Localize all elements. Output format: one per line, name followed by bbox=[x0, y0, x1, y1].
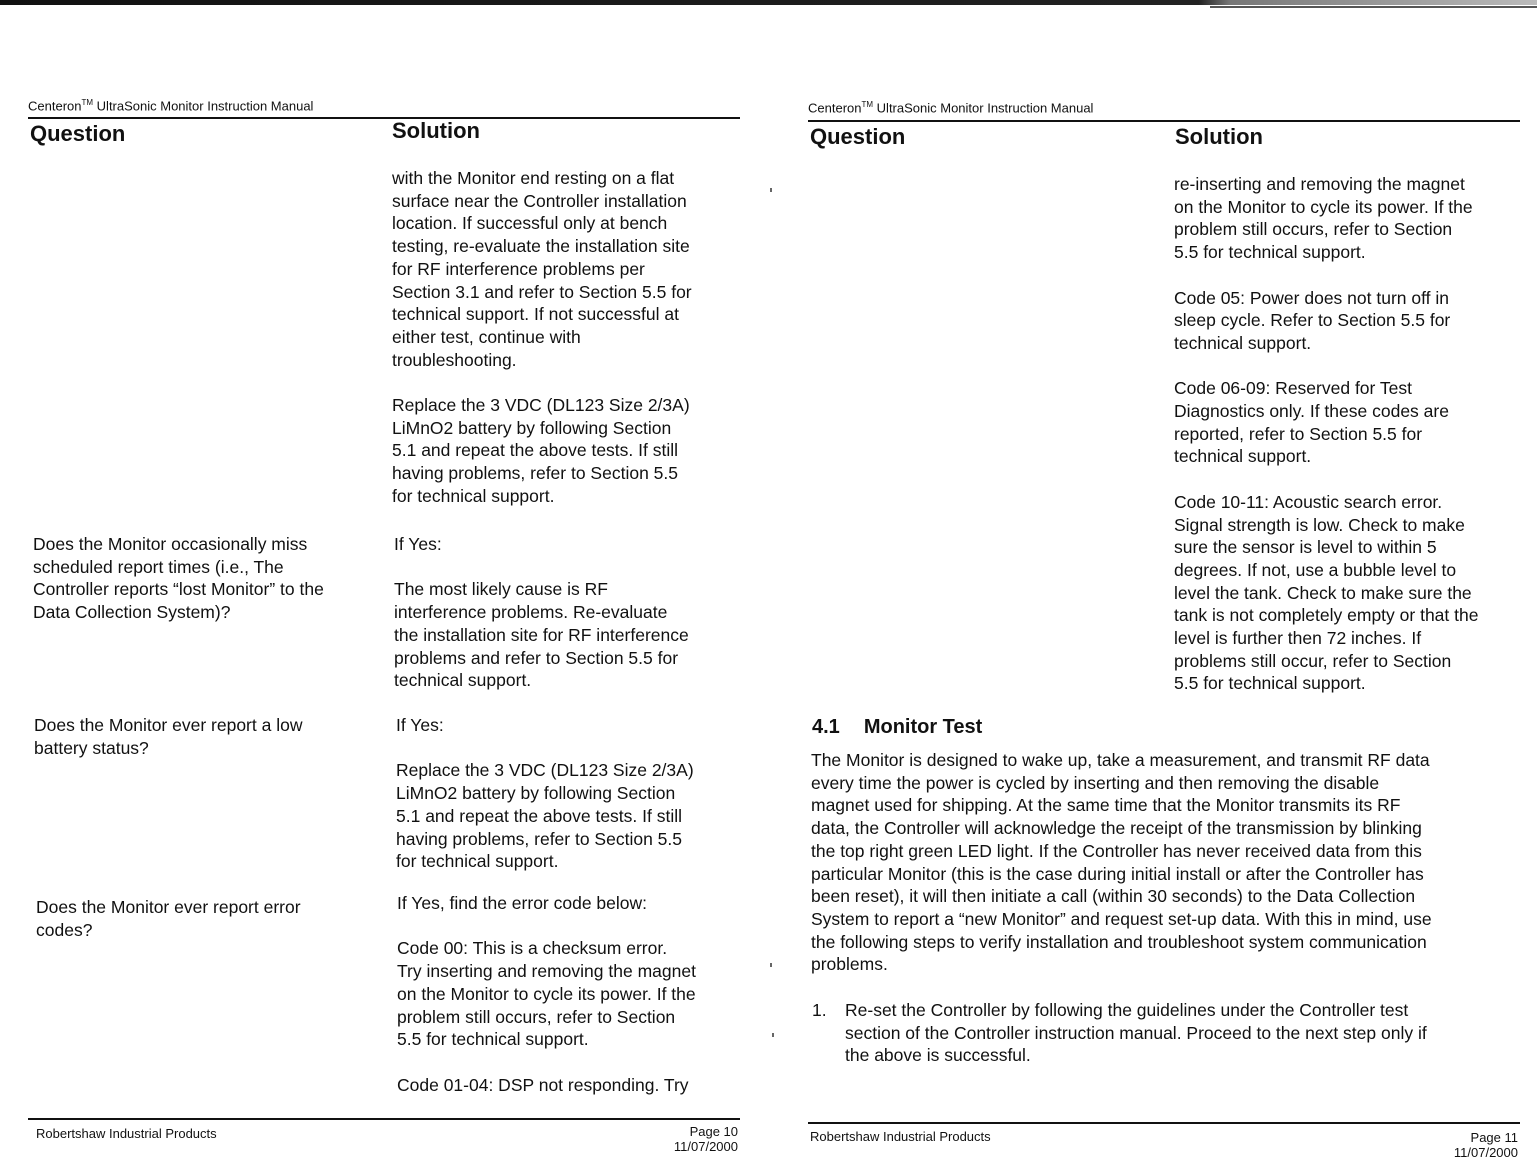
text-line: System to report a “new Monitor” and request set-up data. With this in mind, use bbox=[811, 908, 1432, 929]
page-header bbox=[28, 98, 313, 113]
text-line: Controller reports “lost Monitor” to the bbox=[33, 579, 324, 600]
scan-mark bbox=[770, 188, 772, 192]
text-line: on the Monitor to cycle its power. If the bbox=[397, 983, 696, 1004]
footer-company: Robertshaw Industrial Products bbox=[810, 1129, 991, 1144]
text-line: problems still occur, refer to Section bbox=[1174, 650, 1452, 671]
text-line bbox=[397, 1051, 696, 1074]
text-line: The most likely cause is RF bbox=[394, 579, 608, 600]
footer-date: 11/07/2000 bbox=[673, 1139, 738, 1154]
question-low-battery bbox=[34, 714, 302, 759]
text-line: location. If successful only at bench bbox=[392, 213, 668, 234]
text-line: technical support. bbox=[1174, 446, 1312, 467]
text-line: If Yes: bbox=[396, 715, 444, 735]
text-line: LiMnO2 battery by following Section bbox=[392, 417, 672, 438]
text-line: 5.5 for technical support. bbox=[1174, 673, 1366, 694]
footer-rule bbox=[28, 1118, 740, 1120]
text-line: having problems, refer to Section 5.5 bbox=[396, 828, 682, 849]
text-line: Signal strength is low. Check to make bbox=[1174, 514, 1465, 535]
text-line: LiMnO2 battery by following Section bbox=[396, 783, 676, 804]
solution-error-codes bbox=[397, 892, 696, 1096]
brand-name: Centeron bbox=[808, 100, 862, 116]
question-column-header: Question bbox=[30, 121, 126, 146]
text-line: problems and refer to Section 5.5 for bbox=[394, 647, 679, 668]
solution-column-header: Solution bbox=[1175, 124, 1263, 149]
footer-company: Robertshaw Industrial Products bbox=[36, 1126, 217, 1141]
solution-column-header: Solution bbox=[392, 118, 480, 143]
text-line: Replace the 3 VDC (DL123 Size 2/3A) bbox=[396, 760, 694, 781]
text-line bbox=[1174, 355, 1478, 378]
text-line: the top right green LED light. If the Controller has never received data from this bbox=[811, 840, 1422, 861]
solution-missed-reports bbox=[394, 533, 689, 692]
solution-low-battery bbox=[396, 714, 694, 873]
page-number: Page 10 bbox=[689, 1124, 738, 1139]
text-line: Try inserting and removing the magnet bbox=[397, 961, 696, 982]
monitor-test-paragraph bbox=[811, 749, 1432, 976]
text-line: reported, refer to Section 5.5 for bbox=[1174, 423, 1423, 444]
manual-title: UltraSonic Monitor Instruction Manual bbox=[96, 98, 314, 114]
text-line: either test, continue with bbox=[392, 326, 581, 347]
brand-name: Centeron bbox=[28, 98, 82, 114]
trademark-mark: TM bbox=[81, 98, 94, 107]
manual-title: UltraSonic Monitor Instruction Manual bbox=[876, 100, 1094, 116]
question-error-codes bbox=[36, 896, 301, 941]
text-line: every time the power is cycled by inserting and then removing the disable bbox=[811, 772, 1380, 793]
text-line: problem still occurs, refer to Section bbox=[1174, 219, 1453, 240]
text-line: Re-set the Controller by following the guidelines under the Controller test bbox=[845, 1000, 1409, 1020]
text-line: Section 3.1 and refer to Section 5.5 for bbox=[392, 281, 692, 302]
text-line: The Monitor is designed to wake up, take a measurement, and transmit RF data bbox=[811, 750, 1430, 770]
text-line: technical support. bbox=[1174, 332, 1312, 353]
text-line: been reset), it will then initiate a call (within 30 seconds) to the Data Collection bbox=[811, 886, 1416, 907]
text-line: technical support. bbox=[394, 670, 532, 691]
text-line: on the Monitor to cycle its power. If the bbox=[1174, 196, 1473, 217]
text-line bbox=[392, 371, 692, 394]
scan-mark bbox=[770, 963, 772, 967]
text-line bbox=[394, 556, 689, 579]
header-rule bbox=[28, 117, 740, 119]
text-line: Code 00: This is a checksum error. bbox=[397, 938, 668, 959]
page-10 bbox=[28, 0, 740, 1163]
text-line: section of the Controller instruction manual. Proceed to the next step only if bbox=[845, 1022, 1427, 1043]
text-line: the installation site for RF interference bbox=[394, 624, 689, 645]
section-title: Monitor Test bbox=[863, 716, 983, 738]
text-line: Does the Monitor occasionally miss bbox=[33, 534, 308, 554]
text-line: the following steps to verify installation and troubleshoot system communication bbox=[811, 931, 1427, 952]
footer-rule bbox=[808, 1122, 1520, 1124]
footer-page-info bbox=[674, 1124, 738, 1154]
text-line: Code 01-04: DSP not responding. Try bbox=[397, 1074, 689, 1095]
text-line: having problems, refer to Section 5.5 bbox=[392, 463, 678, 484]
text-line: problems. bbox=[811, 954, 888, 975]
list-item-number: 1. bbox=[812, 1000, 827, 1020]
text-line: codes? bbox=[36, 919, 93, 940]
text-line: Does the Monitor ever report a low bbox=[34, 715, 303, 735]
solution-continued bbox=[1174, 173, 1478, 695]
footer-page-info bbox=[1454, 1130, 1518, 1160]
text-line: for technical support. bbox=[396, 851, 559, 872]
text-line: Code 06-09: Reserved for Test bbox=[1174, 378, 1413, 399]
text-line: re-inserting and removing the magnet bbox=[1174, 174, 1465, 194]
page-number: Page 11 bbox=[1470, 1130, 1518, 1145]
text-line: 5.5 for technical support. bbox=[1174, 242, 1366, 263]
footer-date: 11/07/2000 bbox=[1453, 1145, 1518, 1160]
text-line: the above is successful. bbox=[845, 1045, 1031, 1066]
question-column-header: Question bbox=[810, 124, 906, 149]
text-line: sure the sensor is level to within 5 bbox=[1174, 537, 1437, 558]
text-line: problem still occurs, refer to Section bbox=[397, 1006, 676, 1027]
text-line: level the tank. Check to make sure the bbox=[1174, 582, 1472, 603]
list-item-text bbox=[845, 999, 1427, 1067]
trademark-mark: TM bbox=[861, 100, 874, 109]
text-line: Code 05: Power does not turn off in bbox=[1174, 287, 1449, 308]
text-line: If Yes: bbox=[394, 534, 442, 554]
text-line: sleep cycle. Refer to Section 5.5 for bbox=[1174, 310, 1451, 331]
scan-mark bbox=[772, 1033, 774, 1037]
text-line: Replace the 3 VDC (DL123 Size 2/3A) bbox=[392, 395, 690, 416]
text-line: 5.5 for technical support. bbox=[397, 1029, 589, 1050]
text-line: 5.1 and repeat the above tests. If still bbox=[396, 805, 683, 826]
page-header bbox=[808, 100, 1093, 115]
text-line: particular Monitor (this is the case during initial install or after the Controller has bbox=[811, 863, 1424, 884]
text-line: degrees. If not, use a bubble level to bbox=[1174, 559, 1457, 580]
text-line: Diagnostics only. If these codes are bbox=[1174, 401, 1449, 422]
text-line: surface near the Controller installation bbox=[392, 190, 687, 211]
page-11 bbox=[808, 0, 1520, 1163]
text-line: for RF interference problems per bbox=[392, 258, 645, 279]
text-line: Code 10-11: Acoustic search error. bbox=[1174, 491, 1443, 512]
text-line bbox=[397, 915, 696, 938]
text-line: interference problems. Re-evaluate bbox=[394, 602, 668, 623]
text-line bbox=[396, 737, 694, 760]
text-line: If Yes, find the error code below: bbox=[397, 893, 648, 913]
text-line: tank is not completely empty or that the bbox=[1174, 605, 1479, 626]
section-heading bbox=[812, 716, 982, 739]
text-line: magnet used for shipping. At the same time that the Monitor transmits its RF bbox=[811, 795, 1401, 816]
solution-continued bbox=[392, 167, 692, 508]
text-line: Data Collection System)? bbox=[33, 602, 231, 623]
text-line: Does the Monitor ever report error bbox=[36, 897, 301, 917]
text-line bbox=[1174, 468, 1478, 491]
text-line: level is further then 72 inches. If bbox=[1174, 628, 1422, 649]
text-line: for technical support. bbox=[392, 485, 555, 506]
text-line: battery status? bbox=[34, 737, 149, 758]
text-line: scheduled report times (i.e., The bbox=[33, 556, 284, 577]
text-line: technical support. If not successful at bbox=[392, 304, 679, 325]
text-line bbox=[1174, 264, 1478, 287]
text-line: 5.1 and repeat the above tests. If still bbox=[392, 440, 679, 461]
text-line: troubleshooting. bbox=[392, 349, 517, 370]
section-number: 4.1 bbox=[812, 716, 840, 738]
question-missed-reports bbox=[33, 533, 324, 624]
text-line: with the Monitor end resting on a flat bbox=[392, 168, 675, 188]
header-rule bbox=[808, 120, 1520, 122]
text-line: data, the Controller will acknowledge the receipt of the transmission by blinking bbox=[811, 818, 1422, 839]
text-line: testing, re-evaluate the installation site bbox=[392, 236, 690, 257]
